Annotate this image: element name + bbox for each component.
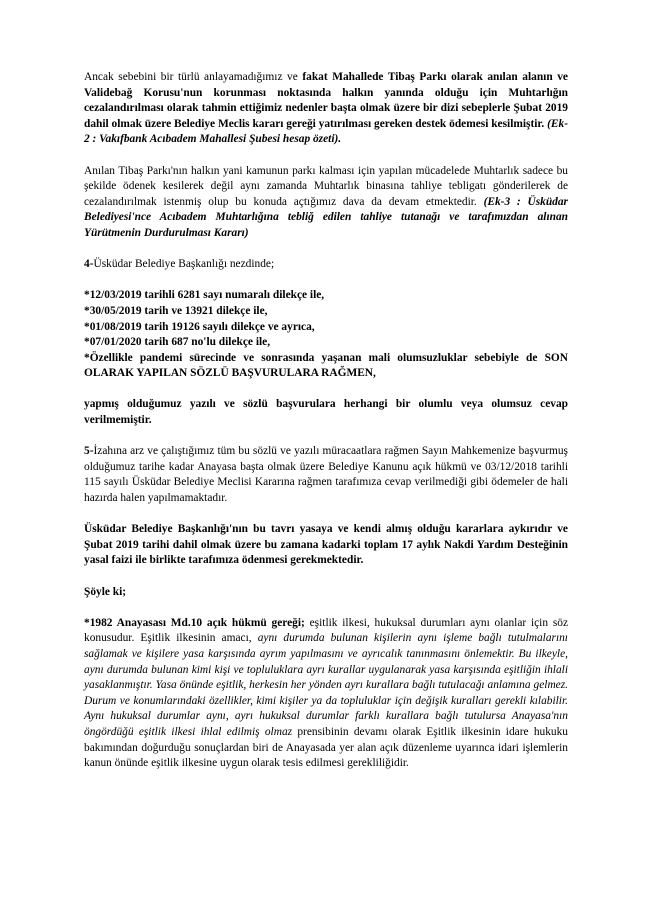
- petition-item-4: *07/01/2020 tarih 687 no'lu dilekçe ile,: [84, 336, 271, 349]
- document-page: [84, 70, 568, 772]
- petition-list-item: [84, 304, 568, 320]
- constitution-quote: aynı durumda bulunan kişilerin aynı işleme bağlı tutulmalarını sağlamak ve kişilere yasa karşısında ayrım yapılmasını ve ayrıcalık tanınmasını önlemektir. Bu ilkeyle, aynı durumda bulunan kimi kişi ve topluluklara ayrı kurallar uygulanarak yasa karşısında eşitliğin ihlali yasaklanmıştır. Yasa önünde eşitlik, herkesin her yönden ayrı kurallara bağlı tutulacağı anlamına gelmez. Durum ve konumlarındaki özellikler, kimi kişiler ya da topluluklar için değişik kuralları gerekli kılabilir. Aynı hukuksal durumlar aynı, ayrı hukuksal durumlar farklı kurallara bağlı tutulursa Anayasa'nın öngördüğü eşitlik ilkesi ihlal edilmiş olmaz: [84, 632, 568, 738]
- section-5-text: İzahına arz ve çalıştığımız tüm bu sözlü ve yazılı müracaatlara rağmen Sayın Mahkemenize başvurmuş olduğumuz tarihe kadar Anayasa başta olmak üzere Belediye Kanunu açık hükmü ve 03/12/2018 tarihli 115 sayılı Üsküdar Belediye Meclisi Kararına rağmen tarafımıza cevap verilmediği gibi ödemeler de hali hazırda halen yapılmamaktadır.: [84, 445, 568, 505]
- section-4-text: Üsküdar Belediye Başkanlığı nezdinde;: [93, 258, 275, 271]
- petition-list-item: [84, 351, 568, 382]
- paragraph-budget-cut: [84, 70, 568, 148]
- petition-item-2: *30/05/2019 tarih ve 13921 dilekçe ile,: [84, 304, 268, 317]
- constitution-article: *1982 Anayasası Md.10 açık hükmü gereği;: [84, 616, 305, 629]
- paragraph-no-response: [84, 397, 568, 428]
- petition-list-item: [84, 288, 568, 304]
- paragraph-as-follows: [84, 585, 568, 601]
- paragraph-demand: [84, 522, 568, 569]
- constitution-conclusion: prensibinin devamı olarak Eşitlik ilkesinin idare hukuku bakımından doğurduğu sonuçlardan biri de Anayasada yer alan açık düzenleme uyarınca idari işlemlerin kanun önünde eşitlik ilkesine uygun olarak tesis edilmesi gerekliliğidir.: [84, 725, 568, 770]
- petition-list-item: [84, 335, 568, 351]
- section-5-paragraph: [84, 444, 568, 506]
- petition-item-3: *01/08/2019 tarih 19126 sayılı dilekçe ve ayrıca,: [84, 320, 315, 333]
- paragraph-constitution: [84, 616, 568, 772]
- section-4-number: 4-: [84, 258, 94, 271]
- as-follows-text: Şöyle ki;: [84, 585, 127, 598]
- section-4-heading: [84, 257, 568, 273]
- petition-list-item: [84, 320, 568, 336]
- paragraph-tibas-park: [84, 164, 568, 242]
- paragraph-budget-cut-annex: (Ek-2 : Vakıfbank Acıbadem Mahallesi Şubesi hesap özeti).: [84, 117, 568, 146]
- section-5-number: 5-: [84, 445, 94, 458]
- paragraph-tibas-park-text: Anılan Tibaş Parkı'nın halkın yani kamunun parkı kalması için yapılan mücadelede Muhtarlık sadece bu şekilde ödenek kesilerek değil aynı zamanda Muhtarlık binasına tahliye tebligatı gönderilerek de cezalandırılmak istenmiş olup bu konuda açtığımız dava da devam etmektedir.: [84, 164, 568, 208]
- petition-item-1: *12/03/2019 tarihli 6281 sayı numaralı dilekçe ile,: [84, 289, 325, 302]
- paragraph-tibas-park-annex: (Ek-3 : Üsküdar Belediyesi'nce Acıbadem Muhtarlığına tebliğ edilen tahliye tutanağı ve tarafımızdan alınan Yürütmenin Durdurulması Kararı): [84, 195, 568, 239]
- no-response-text: yapmış olduğumuz yazılı ve sözlü başvurulara herhangi bir olumlu veya olumsuz cevap verilmemiştir.: [84, 398, 568, 427]
- paragraph-budget-cut-bold: fakat Mahallede Tibaş Parkı olarak anılan alanın ve Validebağ Korusu'nun korunması noktasında halkın yanında olduğu için Muhtarlığın cezalandırılması olarak tahmin ettiğimiz nedenler başta olmak üzere bir dizi sebeplerle Şubat 2019 dahil olmak üzere Belediye Meclis kararı gereği yatırılması gereken destek ödemesi kesilmiştir.: [84, 71, 568, 130]
- constitution-intro: eşitlik ilkesi, hukuksal durumları aynı olanlar için söz konusudur. Eşitlik ilkesinin amacı,: [84, 616, 569, 645]
- petition-item-5: *Özellikle pandemi sürecinde ve sonrasında yaşanan mali olumsuzluklar sebebiyle de SON OLARAK YAPILAN SÖZLÜ BAŞVURULARA RAĞMEN,: [84, 351, 568, 380]
- demand-text: Üsküdar Belediye Başkanlığı'nın bu tavrı yasaya ve kendi almış olduğu kararlara aykırıdır ve Şubat 2019 tarihi dahil olmak üzere bu zamana kadarki toplam 17 aylık Nakdi Yardım Desteğinin yasal faizi ile birlikte tarafımıza ödenmesi gerekmektedir.: [84, 523, 568, 567]
- paragraph-budget-cut-intro: Ancak sebebini bir türlü anlayamadığımız ve: [84, 71, 303, 83]
